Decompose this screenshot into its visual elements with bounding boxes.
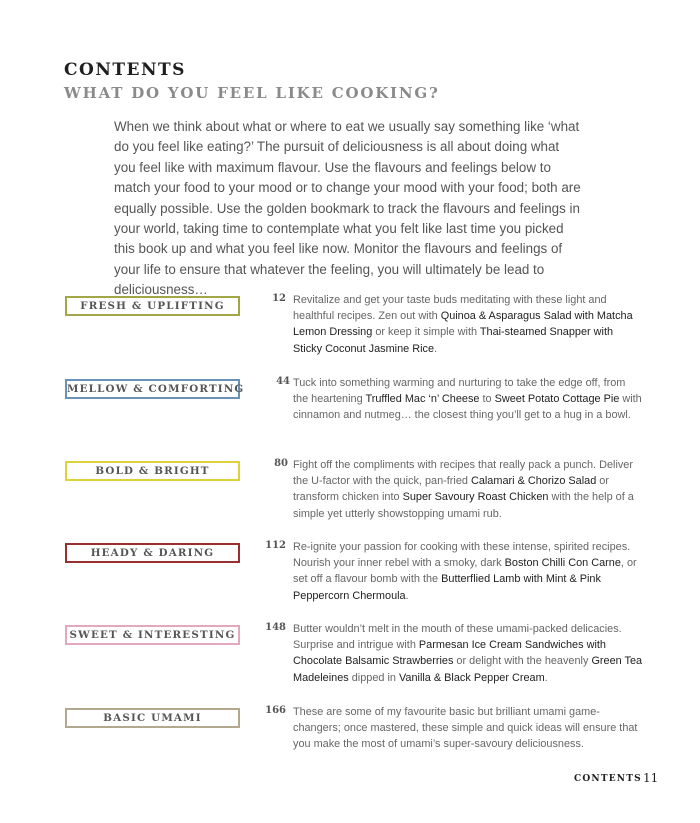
section-page-number: 148 [265, 622, 286, 633]
description-text: or transform chicken into [293, 475, 609, 504]
description-text: Butter wouldn’t melt in the mouth of these umami-packed delicacies. Surprise and intrigue with [293, 623, 622, 652]
recipe-name: Parmesan Ice Cream Sandwiches with Chocolate Balsamic Strawberries [293, 639, 606, 668]
description-text: with cinnamon and nutmeg… the closest thing you’ll get to a hug in a bowl. [293, 393, 642, 422]
section-page-number: 12 [272, 293, 286, 304]
description-text: . [405, 589, 409, 602]
description-text: . [434, 342, 438, 355]
footer-section-label: CONTENTS [574, 774, 642, 784]
section-page-number: 166 [265, 705, 286, 716]
section-page-number: 44 [276, 376, 290, 387]
recipe-name: Boston Chilli Con Carne [504, 557, 621, 570]
recipe-name: Calamari & Chorizo Salad [470, 475, 597, 488]
recipe-name: Thai-steamed Snapper with Sticky Coconut Jasmine Rice [293, 326, 614, 355]
section-description [293, 375, 643, 424]
section-page-number: 112 [265, 540, 286, 551]
description-text: or delight with the heavenly [453, 655, 592, 668]
description-text: dipped in [348, 671, 399, 684]
section-label: FRESH & UPLIFTING [65, 296, 240, 316]
page-number: 11 [643, 771, 659, 785]
recipe-name: Truffled Mac ‘n’ Cheese [365, 393, 480, 406]
description-text: to [479, 393, 495, 406]
section-description [293, 704, 643, 753]
intro-paragraph [114, 117, 584, 301]
section-label: BASIC UMAMI [65, 708, 240, 728]
recipe-name: Sweet Potato Cottage Pie [494, 393, 620, 406]
section-description [293, 621, 643, 686]
page-title: CONTENTS [64, 60, 186, 80]
recipe-name: Super Savoury Roast Chicken [402, 491, 549, 504]
description-text: , or set off a flavour bomb with the [293, 557, 637, 586]
intro-text: When we think about what or where to eat we usually say something like ‘what do you feel like eating?’ The pursuit of deliciousness is all about doing what you feel like with maximum flavour. Use the flavours and feelings below to match your food to your mood or to change your mood with your food; both are equally possible. Use the golden bookmark to track the flavours and feelings in your world, taking time to contemplate what you felt like last time you picked this book up and what you feel like now. Monitor the flavours and feelings of your life to ensure that whatever the feeling, you will ultimately be lead to deliciousness… [114, 119, 581, 298]
section-label: HEADY & DARING [65, 543, 240, 563]
section-page-number: 80 [274, 458, 288, 469]
description-text: These are some of my favourite basic but brilliant umami game-changers; once mastered, these simple and quick ideas will ensure that you make the most of umami’s super-savoury deliciousness. [293, 706, 638, 751]
recipe-name: Green Tea Madeleines [293, 655, 643, 684]
recipe-name: Vanilla & Black Pepper Cream [398, 671, 545, 684]
description-text: . [544, 671, 548, 684]
description-text: or keep it simple with [372, 326, 480, 339]
recipe-name: Quinoa & Asparagus Salad with Matcha Lemon Dressing [293, 310, 633, 339]
recipe-name: Butterflied Lamb with Mint & Pink Peppercorn Chermoula [293, 573, 601, 602]
description-text: Re-ignite your passion for cooking with these intense, spirited recipes. Nourish your inner rebel with a smoky, dark [293, 541, 631, 570]
section-description [293, 539, 643, 604]
section-description [293, 292, 643, 357]
page-subtitle: WHAT DO YOU FEEL LIKE COOKING? [64, 84, 440, 102]
description-text: Tuck into something warming and nurturing to take the edge off, from the heartening [293, 377, 626, 406]
description-text: Fight off the compliments with recipes that really pack a punch. Deliver the U-factor with the quick, pan-fried [293, 459, 633, 488]
section-description [293, 457, 643, 522]
description-text: Revitalize and get your taste buds meditating with these light and healthful recipes. Zen out with [293, 294, 607, 323]
section-label: BOLD & BRIGHT [65, 461, 240, 481]
description-text: with the help of a simple yet utterly showstopping umami rub. [293, 491, 634, 520]
section-label: SWEET & INTERESTING [65, 625, 240, 645]
section-label: MELLOW & COMFORTING [65, 379, 240, 399]
